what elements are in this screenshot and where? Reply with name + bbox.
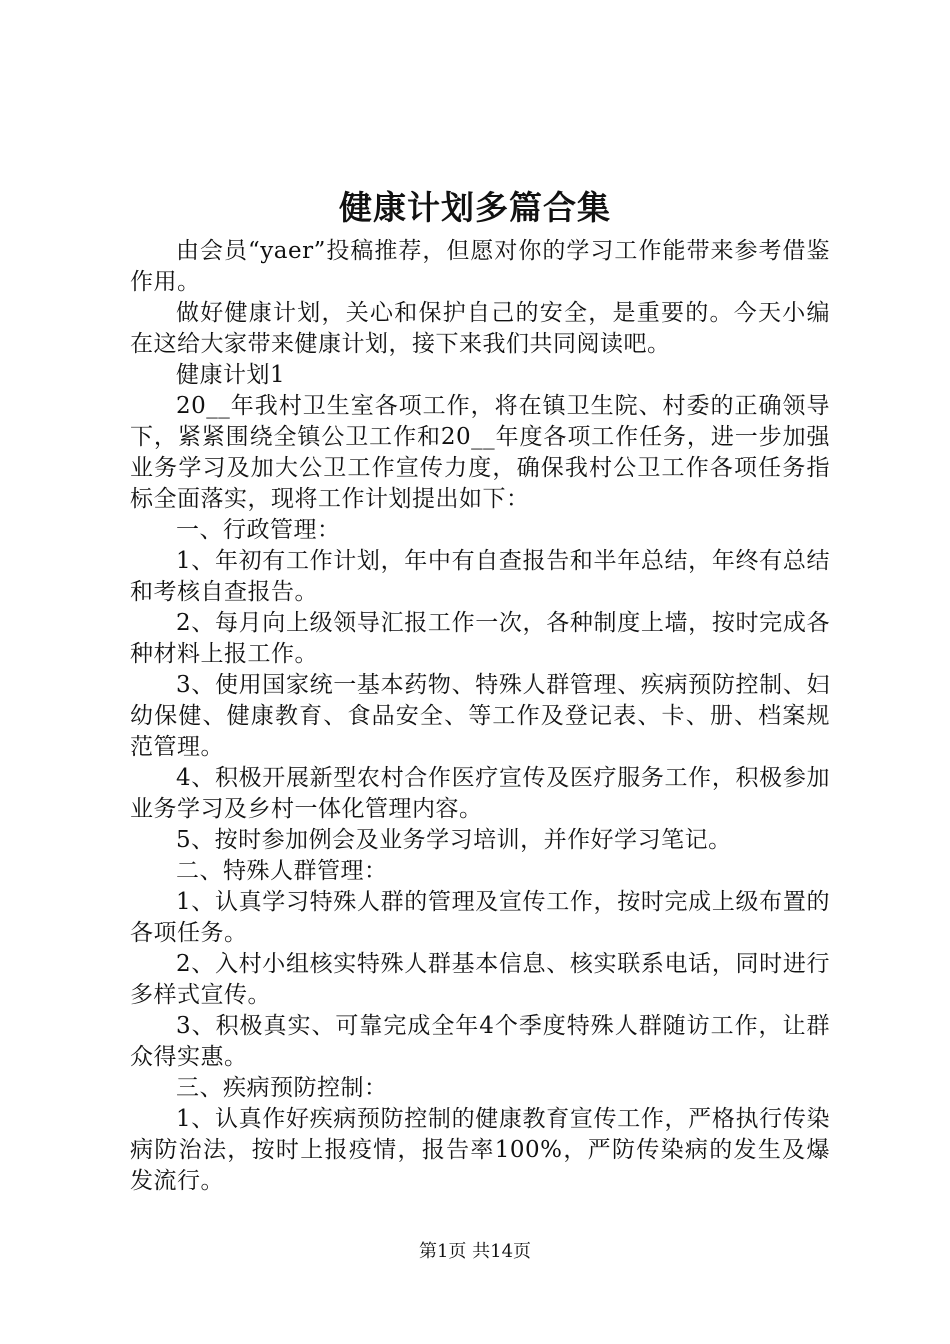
list-item-admin-3: 3、使用国家统一基本药物、特殊人群管理、疾病预防控制、妇幼保健、健康教育、食品安全、等工作及登记表、卡、册、档案规范管理。 [130,672,830,760]
page-title: 健康计划多篇合集 [339,188,611,227]
list-item-special-2: 2、入村小组核实特殊人群基本信息、核实联系电话，同时进行多样式宣传。 [130,951,830,1008]
document-body [130,236,830,1197]
section-heading-plan-1: 健康计划1 [176,362,286,388]
section-heading-admin: 一、行政管理： [176,517,341,543]
paragraph-3: 20__年我村卫生室各项工作，将在镇卫生院、村委的正确领导下，紧紧围绕全镇公卫工作和20__年度各项工作任务，进一步加强业务学习及加大公卫工作宣传力度，确保我村公卫工作各项任务指标全面落实，现将工作计划提出如下： [130,393,830,512]
section-heading-disease-control: 三、疾病预防控制： [176,1075,388,1101]
list-item-admin-2: 2、每月向上级领导汇报工作一次，各种制度上墙，按时完成各种材料上报工作。 [130,610,830,667]
list-item-disease-1: 1、认真作好疾病预防控制的健康教育宣传工作，严格执行传染病防治法，按时上报疫情，报告率100%，严防传染病的发生及爆发流行。 [130,1106,830,1194]
list-item-admin-1: 1、年初有工作计划，年中有自查报告和半年总结，年终有总结和考核自查报告。 [130,548,830,605]
list-item-special-1: 1、认真学习特殊人群的管理及宣传工作，按时完成上级布置的各项任务。 [130,889,830,946]
paragraph-1: 由会员“yaer”投稿推荐，但愿对你的学习工作能带来参考借鉴作用。 [130,238,830,295]
list-item-special-3: 3、积极真实、可靠完成全年4个季度特殊人群随访工作，让群众得实惠。 [130,1013,830,1070]
list-item-admin-4: 4、积极开展新型农村合作医疗宣传及医疗服务工作，积极参加业务学习及乡村一体化管理内容。 [130,765,830,822]
page-number-footer: 第1页 共14页 [418,1241,532,1262]
paragraph-2: 做好健康计划，关心和保护自己的安全，是重要的。今天小编在这给大家带来健康计划，接下来我们共同阅读吧。 [130,300,830,357]
list-item-admin-5: 5、按时参加例会及业务学习培训，并作好学习笔记。 [176,827,732,853]
section-heading-special-groups: 二、特殊人群管理： [176,858,388,884]
